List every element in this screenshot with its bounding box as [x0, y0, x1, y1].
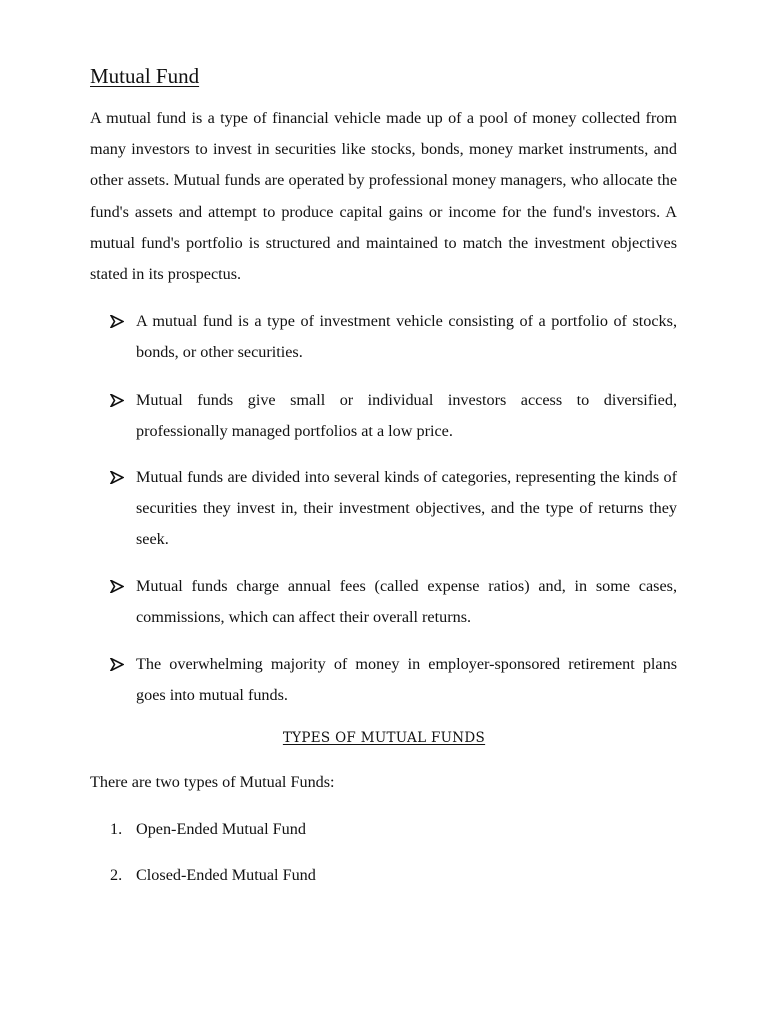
list-number: 2.	[110, 866, 123, 884]
intro-paragraph: A mutual fund is a type of financial vehicle made up of a pool of money collected from many investors to invest in securities like stocks, bonds, money market instruments, and other assets. Mutual funds are operated by professional money managers, who allocate the fund's assets and attempt to produce capital gains or income for the fund's investors. A mutual fund's portfolio is structured and maintained to match the investment objectives stated in its prospectus.	[90, 109, 677, 284]
bullet-text: The overwhelming majority of money in employer-sponsored retirement plans goes into mutual funds.	[136, 655, 677, 705]
arrow-bullet-icon	[110, 471, 124, 484]
types-list-item	[110, 816, 306, 842]
document-title: Mutual Fund	[90, 64, 200, 88]
arrow-bullet-icon	[110, 658, 124, 671]
bullet-item	[136, 462, 677, 556]
arrow-bullet-icon	[110, 394, 124, 407]
types-list-item	[110, 862, 316, 888]
bullet-text: Mutual funds are divided into several kinds of categories, representing the kinds of securities they invest in, their investment objectives, and the type of returns they seek.	[136, 468, 677, 549]
bullet-item	[136, 649, 677, 711]
types-intro-text: There are two types of Mutual Funds:	[90, 773, 335, 791]
arrow-bullet-icon	[110, 315, 124, 328]
bullet-item	[136, 306, 677, 368]
section-heading: TYPES OF MUTUAL FUNDS	[282, 730, 486, 746]
arrow-bullet-icon	[110, 580, 124, 593]
bullet-item	[136, 571, 677, 633]
bullet-item	[136, 385, 677, 447]
list-item-label: Open-Ended Mutual Fund	[136, 820, 306, 838]
list-item-label: Closed-Ended Mutual Fund	[136, 866, 316, 884]
bullet-text: Mutual funds charge annual fees (called expense ratios) and, in some cases, commissions, which can affect their overall returns.	[136, 577, 677, 627]
bullet-text: Mutual funds give small or individual investors access to diversified, professionally managed portfolios at a low price.	[136, 391, 677, 441]
bullet-text: A mutual fund is a type of investment vehicle consisting of a portfolio of stocks, bonds, or other securities.	[136, 312, 677, 362]
list-number: 1.	[110, 820, 123, 838]
